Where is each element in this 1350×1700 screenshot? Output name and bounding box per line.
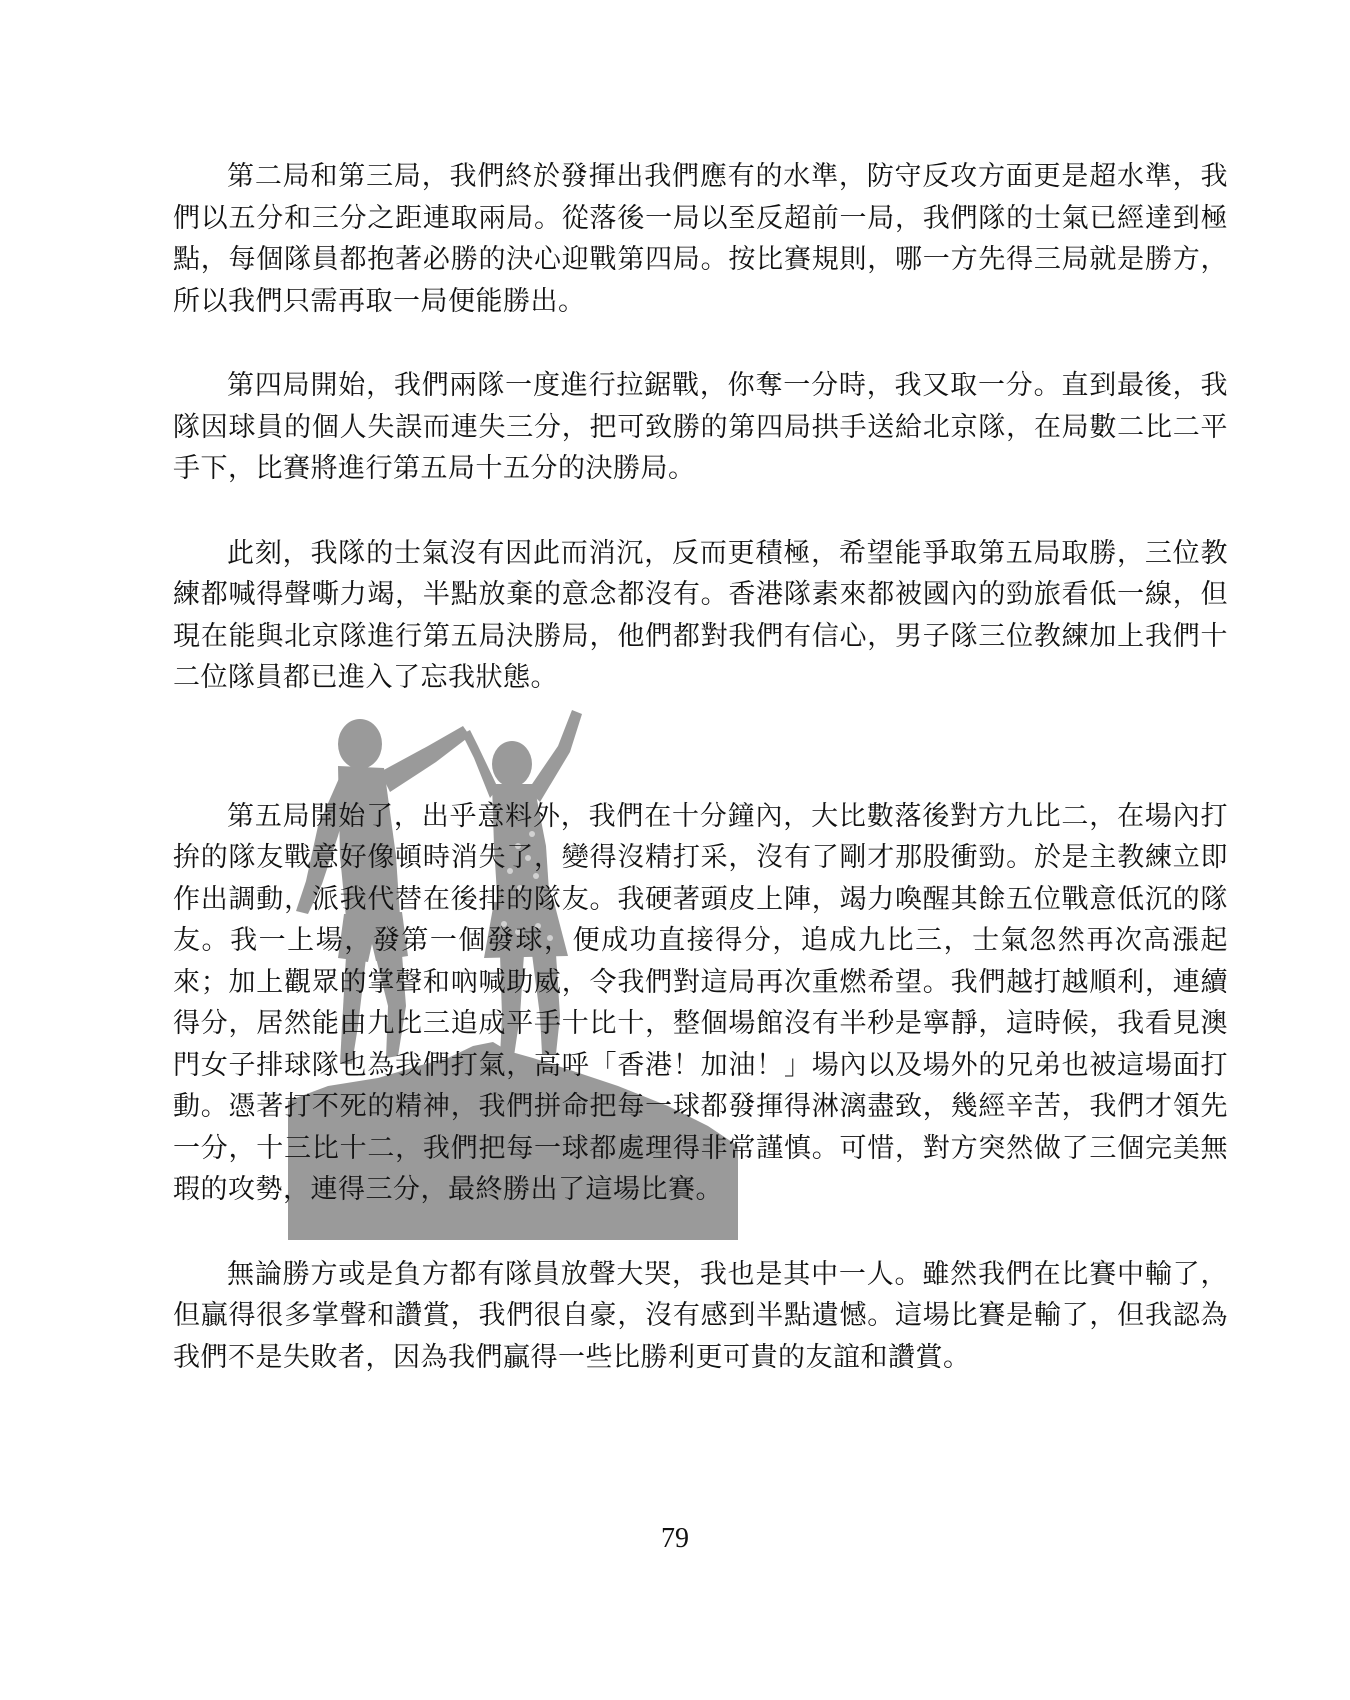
page-number: 79 <box>661 1523 689 1554</box>
paragraph-3: 此刻，我隊的士氣沒有因此而消沉，反而更積極，希望能爭取第五局取勝，三位教練都喊得聲嘶力竭，半點放棄的意念都沒有。香港隊素來都被國內的勁旅看低一線，但現在能與北京隊進行第五局決勝局，他們都對我們有信心，男子隊三位教練加上我們十二位隊員都已進入了忘我狀態。 <box>173 537 1228 693</box>
paragraph-1: 第二局和第三局，我們終於發揮出我們應有的水準，防守反攻方面更是超水準，我們以五分和三分之距連取兩局。從落後一局以至反超前一局，我們隊的士氣已經達到極點，每個隊員都抱著必勝的決心迎戰第四局。按比賽規則，哪一方先得三局就是勝方，所以我們只需再取一局便能勝出。 <box>173 161 1228 317</box>
paragraph-4: 第五局開始了，出乎意料外，我們在十分鐘內，大比數落後對方九比二，在場內打拚的隊友戰意好像頓時消失了，變得沒精打采，沒有了剛才那股衝勁。於是主教練立即作出調動，派我代替在後排的隊友。我硬著頭皮上陣，竭力喚醒其餘五位戰意低沉的隊友。我一上場，發第一個發球，便成功直接得分，追成九比三，士氣忽然再次高漲起來；加上觀眾的掌聲和吶喊助威，令我們對這局再次重燃希望。我們越打越順利，連續得分，居然能由九比三追成平手十比十，整個場館沒有半秒是寧靜，這時候，我看見澳門女子排球隊也為我們打氣，高呼「香港！加油！」場內以及場外的兄弟也被這場面打動。憑著打不死的精神，我們拼命把每一球都發揮得淋漓盡致，幾經辛苦，我們才領先一分，十三比十二，我們把每一球都處理得非常謹慎。可惜，對方突然做了三個完美無瑕的攻勢，連得三分，最終勝出了這場比賽。 <box>173 800 1228 1205</box>
paragraph-5: 無論勝方或是負方都有隊員放聲大哭，我也是其中一人。雖然我們在比賽中輸了，但贏得很多掌聲和讚賞，我們很自豪，沒有感到半點遺憾。這場比賽是輸了，但我認為我們不是失敗者，因為我們贏得一些比勝利更可貴的友誼和讚賞。 <box>173 1258 1228 1373</box>
article-body <box>173 156 1228 1378</box>
paragraph-2: 第四局開始，我們兩隊一度進行拉鋸戰，你奪一分時，我又取一分。直到最後，我隊因球員的個人失誤而連失三分，把可致勝的第四局拱手送給北京隊，在局數二比二平手下，比賽將進行第五局十五分的決勝局。 <box>173 370 1228 484</box>
